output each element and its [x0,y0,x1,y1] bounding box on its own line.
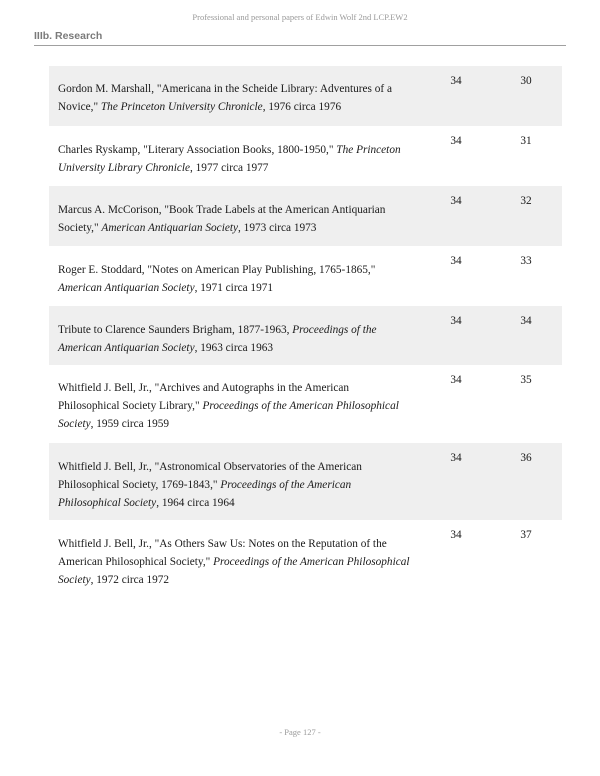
page-number: - Page 127 - [279,727,321,737]
item-date: , 1972 circa 1972 [90,574,170,586]
table-row [49,443,562,520]
table-row [49,66,562,126]
item-date: , 1963 circa 1963 [194,342,274,354]
box-number: 34 [450,135,462,147]
item-date: , 1977 circa 1977 [190,162,269,174]
item-text: Gordon M. Marshall, "Americana in the Scheide Library: Adventures of a Novice," [58,83,393,113]
box-number: 34 [450,255,462,267]
item-description [58,321,413,357]
item-description [58,141,413,177]
box-number: 34 [450,315,462,327]
item-date: , 1973 circa 1973 [238,222,317,234]
journal-title: Proceedings of the American Philosophical Society [58,479,352,509]
item-date: , 1976 circa 1976 [262,101,342,113]
folder-number: 35 [520,374,532,386]
journal-title: The Princeton University Library Chronicle [58,144,401,174]
item-text: Charles Ryskamp, "Literary Association Books, 1800-1950," [58,144,337,156]
item-date: , 1964 circa 1964 [156,497,235,509]
folder-number: 34 [520,315,532,327]
table-row [49,126,562,186]
container-list [49,66,562,600]
item-description [58,458,413,512]
item-text: Whitfield J. Bell, Jr., "As Others Saw Us: Notes on the Reputation of the American Philosophical Society," [58,538,387,568]
item-text: Roger E. Stoddard, "Notes on American Play Publishing, 1765-1865," [58,264,376,276]
item-text: Marcus A. McCorison, "Book Trade Labels at the American Antiquarian Society," [58,204,386,234]
folder-number: 37 [520,529,532,541]
table-row [49,520,562,600]
table-row [49,306,562,365]
journal-title: American Antiquarian Society [101,222,239,234]
item-text: Whitfield J. Bell, Jr., "Archives and Autographs in the American Philosophical Society Library," [58,382,350,412]
journal-title: American Antiquarian Society [58,282,195,294]
item-description [58,261,413,297]
folder-number: 36 [520,452,532,464]
box-number: 34 [450,195,462,207]
journal-title: Proceedings of the American Philosophical Society [58,400,399,430]
section-divider [34,45,566,46]
folder-number: 30 [520,75,532,87]
box-number: 34 [450,75,462,87]
table-row [49,365,562,443]
item-description [58,535,413,589]
journal-title: Proceedings of the American Philosophical Society [58,556,410,586]
journal-title: The Princeton University Chronicle [100,101,263,113]
folder-number: 31 [520,135,532,147]
journal-title: Proceedings of the American Antiquarian Society [58,324,377,354]
item-description [58,379,413,433]
folder-number: 32 [520,195,532,207]
item-description [58,201,413,237]
item-date: , 1959 circa 1959 [90,418,170,430]
table-row [49,246,562,306]
item-date: , 1971 circa 1971 [194,282,274,294]
folder-number: 33 [520,255,532,267]
box-number: 34 [450,374,462,386]
table-row [49,186,562,246]
item-text: Whitfield J. Bell, Jr., "Astronomical Observatories of the American Philosophical Society, 1769-1843," [58,461,362,491]
box-number: 34 [450,452,462,464]
running-header: Professional and personal papers of Edwin Wolf 2nd LCP.EW2 [192,12,408,22]
section-title: IIIb. Research [34,30,103,42]
item-text: Tribute to Clarence Saunders Brigham, 1877-1963, [58,324,293,336]
box-number: 34 [450,529,462,541]
item-description [58,80,413,116]
